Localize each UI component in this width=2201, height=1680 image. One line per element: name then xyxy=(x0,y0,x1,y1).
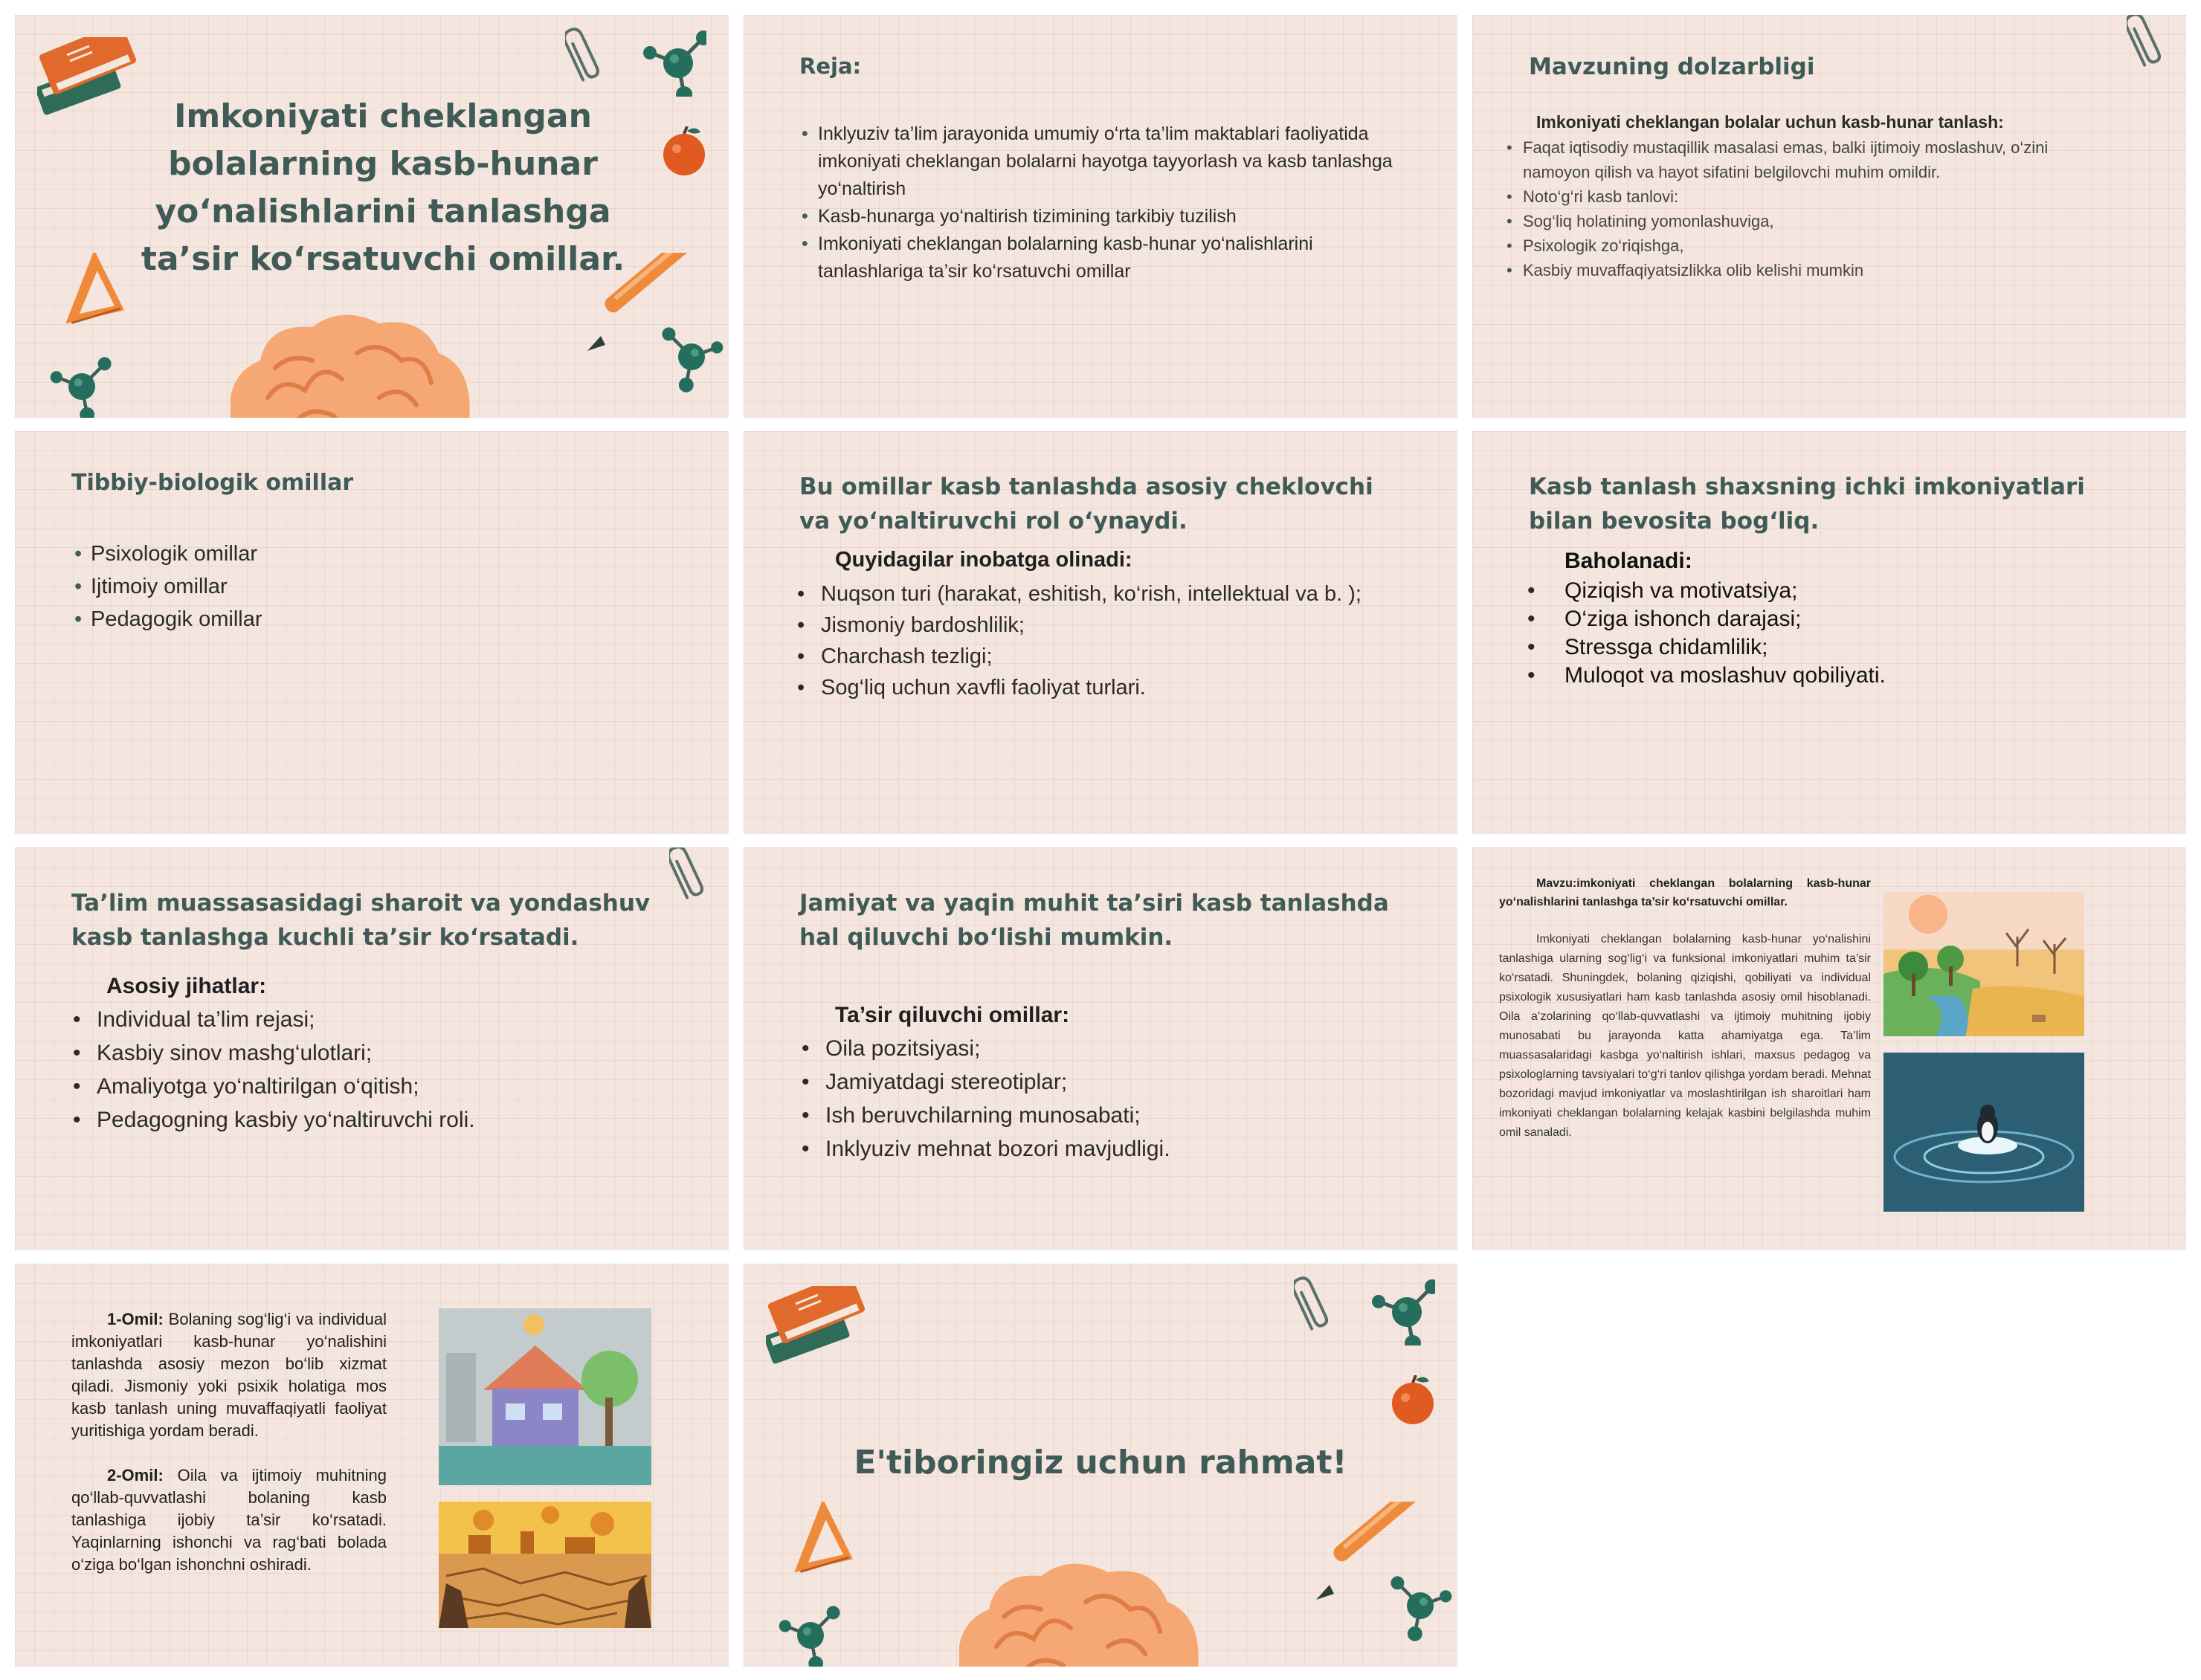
ice-floe-illustration xyxy=(1883,1053,2084,1212)
slide-heading: Kasb tanlash shaxsning ichki imkoniyatlari bilan bevosita bogʻliq. xyxy=(1529,474,2085,534)
slide-7-education[interactable] xyxy=(15,847,729,1250)
apple-icon xyxy=(1390,1375,1443,1435)
list-item: • Qiziqish va motivatsiya; xyxy=(1524,577,2119,605)
molecule-icon xyxy=(30,342,119,418)
paperclip-icon xyxy=(2127,15,2164,77)
aspects-list xyxy=(70,1003,665,1137)
factor-1-paragraph xyxy=(71,1308,387,1442)
ruler-triangle-icon xyxy=(784,1502,874,1583)
books-icon xyxy=(37,37,149,156)
apple-icon xyxy=(662,126,714,186)
landscape-illustration xyxy=(1883,892,2084,1036)
slide-9-summary[interactable] xyxy=(1472,847,2186,1250)
list-item: • Jamiyatdagi stereotiplar; xyxy=(799,1065,1393,1099)
list-item: • O‘ziga ishonch darajasi; xyxy=(1524,605,2119,633)
slide-heading: Jamiyat va yaqin muhit taʼsiri kasb tanlashda hal qiluvchi boʻlishi mumkin. xyxy=(799,890,1389,951)
flooded-house-illustration xyxy=(439,1308,651,1485)
slide-11-thanks[interactable] xyxy=(744,1264,1457,1667)
list-item: • Psixologik zo‘riqishga, xyxy=(1505,233,2115,258)
list-item: • Charchash tezligi; xyxy=(794,641,1389,672)
slide-5-limiting[interactable] xyxy=(744,431,1457,834)
factor-1-label: 1-Omil: xyxy=(107,1310,164,1328)
summary-paragraph: Imkoniyati cheklangan bolalarning kasb-hunar yo‘nalishini tanlashiga ularning sog‘lig‘i va funksional imkoniyatlari muhim ta’sir ko‘rsatadi. Shuningdek, bolaning qiziqishi, qobiliyati va individual psixologik xususiyatlari ham kasb tanlashda asosiy omil hisoblanadi. Oila a’zolarining qo‘llab-quvvatlashi va ijtimoiy muhitning ijobiy munosabati bu jarayonda katta ahamiyatga ega. Ta’lim muassasalaridagi kasbga yo‘naltirish ishlari, maxsus pedagog va psixologlarning tavsiyalari to‘g‘ri tanlov qilishga yordam beradi. Mehnat bozoridagi mavjud imkoniyatlar va moslashtirilgan ish sharoitlari ham imkoniyati cheklangan bolalarning kelajak kasbini belgilashda muhim omil sanaladi. xyxy=(1499,933,1871,1139)
presentation-title: Imkoniyati cheklangan bolalarning kasb-hunar yoʻnalishlarini tanlashga taʼsir koʻrsatuvchi omillar. xyxy=(141,97,625,278)
list-item: • Individual ta’lim rejasi; xyxy=(70,1003,665,1036)
molecule-icon xyxy=(758,1591,848,1667)
slide-heading: Mavzuning dolzarbligi xyxy=(1529,54,1815,80)
list-item: • Jismoniy bardoshlilik; xyxy=(794,610,1389,641)
list-item: • Noto‘g‘ri kasb tanlovi: xyxy=(1505,184,2115,209)
factor-1-text: Bolaning sog‘lig‘i va individual imkoniyatlari kasb-hunar yo‘nalishini tanlashda asosiy mezon bo‘lib xizmat qiladi. Jismoniy yoki psixik holatiga mos kasb tanlash uning muvaffaqiyatli faoliyat yuritishiga yordam beradi. xyxy=(71,1310,387,1440)
slide-heading: Reja: xyxy=(799,54,862,79)
slide-subheading: Imkoniyati cheklangan bolalar uchun kasb-hunar tanlash: xyxy=(1536,112,2004,132)
slide-10-factors[interactable] xyxy=(15,1264,729,1667)
slide-3-relevance[interactable] xyxy=(1472,15,2186,418)
drought-illustration xyxy=(439,1502,651,1628)
brain-icon xyxy=(231,308,476,418)
factor-2-text: Oila va ijtimoiy muhitning qo‘llab-quvvatlashi bolaning kasb tanlashiga ijobiy ta’sir ko‘rsatadi. Yaqinlarning ishonchi va rag‘bati bolada o‘ziga bo‘lgan ishonchni oshiradi. xyxy=(71,1466,387,1574)
slide-4-medical[interactable] xyxy=(15,431,729,834)
slide-2-plan[interactable] xyxy=(744,15,1457,418)
considered-list xyxy=(794,578,1389,703)
molecule-icon xyxy=(639,312,729,394)
list-item: • Amaliyotga yo‘naltirilgan o‘qitish; xyxy=(70,1070,665,1103)
paperclip-icon xyxy=(565,25,602,92)
list-item: • Muloqot va moslashuv qobiliyati. xyxy=(1524,662,2119,690)
paperclip-icon xyxy=(1294,1274,1331,1341)
list-item: • Kasb-hunarga yo‘naltirish tizimining tarkibiy tuzilish xyxy=(800,203,1395,230)
molecule-icon xyxy=(639,30,706,97)
list-item: • Kasbiy sinov mashg‘ulotlari; xyxy=(70,1036,665,1070)
slide-6-inner-abilities[interactable] xyxy=(1472,431,2186,834)
list-item: • Pedagogning kasbiy yo‘naltiruvchi roli. xyxy=(70,1103,665,1137)
relevance-list xyxy=(1505,135,2115,282)
books-icon xyxy=(766,1286,877,1405)
plan-list xyxy=(800,120,1395,285)
slide-8-society[interactable] xyxy=(744,847,1457,1250)
ruler-triangle-icon xyxy=(56,253,145,335)
list-item: • Faqat iqtisodiy mustaqillik masalasi emas, balki ijtimoiy moslashuv, o‘zini namoyon qilish va hayot sifatini belgilovchi muhim omildir. xyxy=(1505,135,2115,184)
slide-subheading: Baholanadi: xyxy=(1564,549,1692,573)
thanks-title: E'tiboringiz uchun rahmat! xyxy=(854,1444,1347,1482)
summary-heading: Mavzu:imkoniyati cheklangan bolalarning kasb-hunar yo‘nalishlarini tanlashga ta’sir ko‘rsatuvchi omillar. xyxy=(1499,877,1871,908)
list-item: • Inklyuziv ta’lim jarayonida umumiy o‘rta ta’lim maktablari faoliyatida imkoniyati cheklangan bolalarni hayotga tayyorlash va kasb tanlashga yo‘naltirish xyxy=(800,120,1395,203)
list-item: • Stressga chidamlilik; xyxy=(1524,633,2119,662)
slide-heading: Tibbiy-biologik omillar xyxy=(71,470,354,496)
list-item: • Kasbiy muvaffaqiyatsizlikka olib kelishi mumkin xyxy=(1505,258,2115,282)
list-item: • Inklyuziv mehnat bozori mavjudligi. xyxy=(799,1132,1393,1166)
influence-list xyxy=(799,1032,1393,1166)
molecule-icon xyxy=(1368,1279,1435,1345)
list-item: • Psixologik omillar xyxy=(73,537,519,570)
slide-heading: Bu omillar kasb tanlashda asosiy cheklovchi va yoʻnaltiruvchi rol oʻynaydi. xyxy=(799,474,1373,534)
list-item: • Sog‘liq holatining yomonlashuviga, xyxy=(1505,209,2115,233)
list-item: • Pedagogik omillar xyxy=(73,603,519,636)
factors-list xyxy=(73,537,519,636)
slide-heading: Taʼlim muassasasidagi sharoit va yondashuv kasb tanlashga kuchli taʼsir koʻrsatadi. xyxy=(71,890,651,951)
list-item: • Sog‘liq uchun xavfli faoliyat turlari. xyxy=(794,672,1389,703)
list-item: • Ish beruvchilarning munosabati; xyxy=(799,1099,1393,1132)
list-item: • Oila pozitsiyasi; xyxy=(799,1032,1393,1065)
molecule-icon xyxy=(1368,1561,1457,1643)
slide-subheading: Quyidagilar inobatga olinadi: xyxy=(835,548,1132,572)
brain-icon xyxy=(959,1557,1205,1667)
factor-2-label: 2-Omil: xyxy=(107,1466,164,1484)
slide-subheading: Asosiy jihatlar: xyxy=(106,974,267,998)
list-item: • Ijtimoiy omillar xyxy=(73,570,519,603)
assessed-list xyxy=(1524,577,2119,690)
factor-2-paragraph xyxy=(71,1464,387,1576)
list-item: • Nuqson turi (harakat, eshitish, ko‘rish, intellektual va b. ); xyxy=(794,578,1389,610)
list-item: • Imkoniyati cheklangan bolalarning kasb-hunar yo‘nalishlarini tanlashlariga ta’sir ko‘rsatuvchi omillar xyxy=(800,230,1395,285)
slide-subheading: Ta’sir qiluvchi omillar: xyxy=(835,1003,1070,1027)
slide-1-title[interactable] xyxy=(15,15,729,418)
